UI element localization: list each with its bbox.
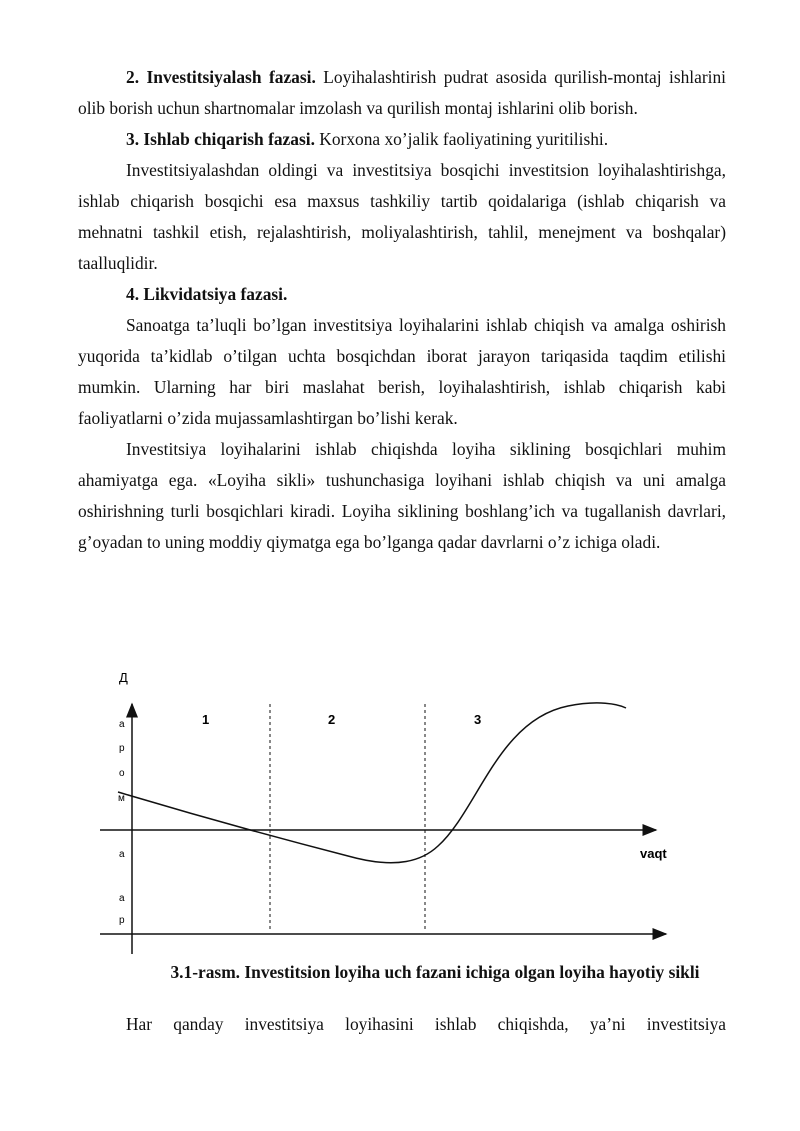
phase-label-3: 3 [474, 712, 482, 727]
paragraph-preinvestment [78, 155, 726, 279]
heading-production-phase: 3. Ishlab chiqarish fazasi. [126, 129, 315, 149]
paragraph-industry-projects [78, 310, 726, 434]
paragraph-production-phase [78, 124, 726, 155]
heading-liquidation-phase: 4. Likvidatsiya fazasi. [126, 284, 288, 304]
y-letter: а [119, 849, 125, 860]
paragraph-continuation: Har qanday investitsiya loyihasini ishlab chiqishda, ya’ni investitsiya [126, 1014, 726, 1034]
paragraph-text: Investitsiya loyihalarini ishlab chiqishda loyiha siklining bosqichlari muhim ahamiyatga ega. «Loyiha sikli» tushunchasiga loyihani ishlab chiqish va uni amalga oshirishning turli bosqichlari kiradi. Loyiha siklining boshlang’ich va tugallanish davrlari, g’oyadan to uning moddiy qiymatga ega bo’lganga qadar davrlarni o’z ichiga oladi. [78, 439, 726, 552]
y-letter: а [119, 893, 125, 904]
lifecycle-diagram [78, 660, 728, 960]
document-body [78, 62, 726, 558]
phase-label-1: 1 [202, 712, 210, 727]
paragraph-investment-phase [78, 62, 726, 124]
project-lifecycle-figure [78, 660, 728, 960]
heading-investment-phase: 2. Investitsiyalash fazasi. [126, 67, 316, 87]
phase-label-2: 2 [328, 712, 336, 727]
y-letter: р [119, 915, 125, 926]
paragraph-liquidation-phase [78, 279, 726, 310]
lifecycle-curve [118, 703, 626, 863]
y-letter: р [119, 743, 125, 754]
x-axis-label: vaqt [640, 846, 667, 861]
paragraph-text: Loyihalashtirish pudrat asosida qurilish-montaj ishlarini olib borish uchun shartnomalar imzolash va qurilish montaj ishlarini olib borish. [78, 67, 726, 118]
y-letter: о [119, 768, 125, 779]
y-axis-title: Д [119, 670, 128, 685]
y-letter: м [118, 793, 125, 804]
figure-caption: 3.1-rasm. Investitsion loyiha uch fazani ichiga olgan loyiha hayotiy sikli [170, 962, 700, 982]
paragraph-text: Korxona xo’jalik faoliyatining yuritilishi. [314, 129, 609, 149]
paragraph-text: Investitsiyalashdan oldingi va investitsiya bosqichi investitsion loyihalashtirishga, ishlab chiqarish bosqichi esa maxsus tashkiliy tartib qoidalariga (ishlab chiqarish va mehnatni tashkil etish, rejalashtirish, moliyalashtirish, tahlil, menejment va boshqalar) taalluqlidir. [78, 160, 726, 273]
paragraph-text: Sanoatga ta’luqli bo’lgan investitsiya loyihalarini ishlab chiqish va amalga oshirish yuqorida ta’kidlab o’tilgan uchta bosqichdan iborat jarayon tariqasida taqdim etilishi mumkin. Ularning har biri maslahat berish, loyihalashtirish, ishlab chiqarish kabi faoliyatlarni o’zida mujassamlashtirgan bo’lishi kerak. [78, 315, 726, 428]
y-letter: а [119, 719, 125, 730]
paragraph-project-cycle [78, 434, 726, 558]
